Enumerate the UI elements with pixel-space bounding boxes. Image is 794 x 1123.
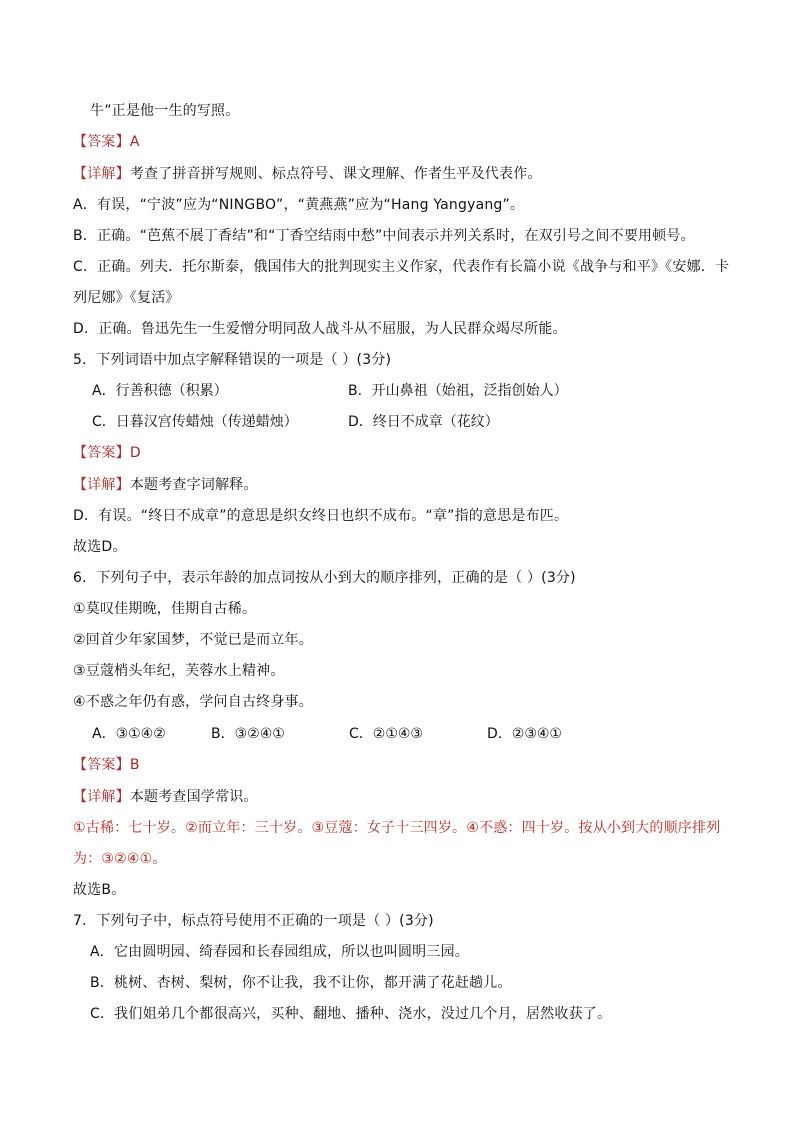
- q7-option-a: A．它由圆明园、绮春园和长春园组成，所以也叫圆明三园。: [90, 944, 469, 960]
- q4-explanation-b: B．正确。“芭蕉不展丁香结”和“丁香空结雨中愁”中间表示并列关系时，在双引号之间不要用顿号。: [73, 228, 695, 244]
- q6-explanation-line2: 为：③②④①。: [73, 851, 167, 867]
- answer-value: D: [129, 445, 141, 461]
- q4-detail-line: [73, 164, 542, 184]
- detail-tag: 【详解】: [73, 789, 130, 805]
- answer-tag: 【答案】: [73, 445, 130, 461]
- q5-explanation: D．有误。“终日不成章”的意思是织女终日也织不成布。“章”指的意思是布匹。: [73, 508, 569, 524]
- answer-value: B: [129, 757, 140, 773]
- q6-option-d: D．②③④①: [487, 726, 562, 742]
- detail-tag: 【详解】: [73, 477, 130, 493]
- q6-item-1: ①莫叹佳期晚，佳期自古稀。: [73, 601, 257, 617]
- q6-item-4: ④不惑之年仍有惑，学问自古终身事。: [73, 694, 313, 710]
- q6-conclusion: 故选B。: [73, 882, 126, 898]
- q5-option-d: D．终日不成章（花纹）: [348, 414, 499, 430]
- q6-option-a: A．③①④②: [92, 726, 166, 742]
- q6-item-2: ②回首少年家国梦，不觉已是而立年。: [73, 632, 313, 648]
- answer-tag: 【答案】: [73, 757, 130, 773]
- answer-value: A: [129, 134, 140, 150]
- q6-item-3: ③豆蔻梢头年纪，芙蓉水上精神。: [73, 663, 285, 679]
- q4-explanation-d: D．正确。鲁迅先生一生爱憎分明同敌人战斗从不屈服，为人民群众竭尽所能。: [73, 321, 567, 337]
- q7-stem: 7．下列句子中，标点符号使用不正确的一项是（ ）(3分): [73, 913, 434, 929]
- q4-explanation-c-line2: 列尼娜》《复活》: [73, 290, 180, 306]
- q5-option-a: A．行善积德（积累）: [92, 383, 228, 399]
- detail-text: 考查了拼音拼写规则、标点符号、课文理解、作者生平及代表作。: [129, 166, 542, 182]
- q6-stem: 6．下列句子中，表示年龄的加点词按从小到大的顺序排列，正确的是（ ）(3分): [73, 570, 576, 586]
- q4-explanation-a: A．有误，“宁波”应为“NINGBO”，“黄燕燕”应为“Hang Yangyang”。: [73, 197, 525, 213]
- q6-option-b: B．③②④①: [211, 726, 285, 742]
- q4-answer-line: [73, 132, 140, 152]
- detail-text: 本题考查国学常识。: [129, 789, 258, 805]
- q5-option-b: B．开山鼻祖（始祖，泛指创始人）: [348, 383, 568, 399]
- q6-explanation-line1: ①古稀：七十岁。②而立年：三十岁。③豆蔻：女子十三四岁。④不惑：四十岁。按从小到大的顺序排列: [73, 820, 721, 836]
- q5-stem: 5．下列词语中加点字解释错误的一项是（ ）(3分): [73, 352, 392, 368]
- q7-option-c: C．我们姐弟几个都很高兴，买种、翻地、播种、浇水，没过几个月，居然收获了。: [90, 1006, 612, 1022]
- q4-explanation-c-line1: C．正确。列夫．托尔斯泰，俄国伟大的批判现实主义作家，代表作有长篇小说《战争与和平》《安娜．卡: [73, 259, 730, 275]
- detail-text: 本题考查字词解释。: [129, 477, 258, 493]
- q6-answer-line: [73, 755, 140, 775]
- q6-detail-line: [73, 787, 258, 807]
- q7-option-b: B．桃树、杏树、梨树，你不让我，我不让你，都开满了花赶趟儿。: [90, 975, 512, 991]
- q5-option-c: C．日暮汉宫传蜡烛（传递蜡烛）: [92, 414, 298, 430]
- detail-tag: 【详解】: [73, 166, 130, 182]
- q5-detail-line: [73, 475, 258, 495]
- q5-answer-line: [73, 443, 141, 463]
- q5-conclusion: 故选D。: [73, 539, 127, 555]
- q4-text-line: 牛”正是他一生的写照。: [90, 103, 240, 119]
- q6-option-c: C．②①④③: [349, 726, 423, 742]
- answer-tag: 【答案】: [73, 134, 130, 150]
